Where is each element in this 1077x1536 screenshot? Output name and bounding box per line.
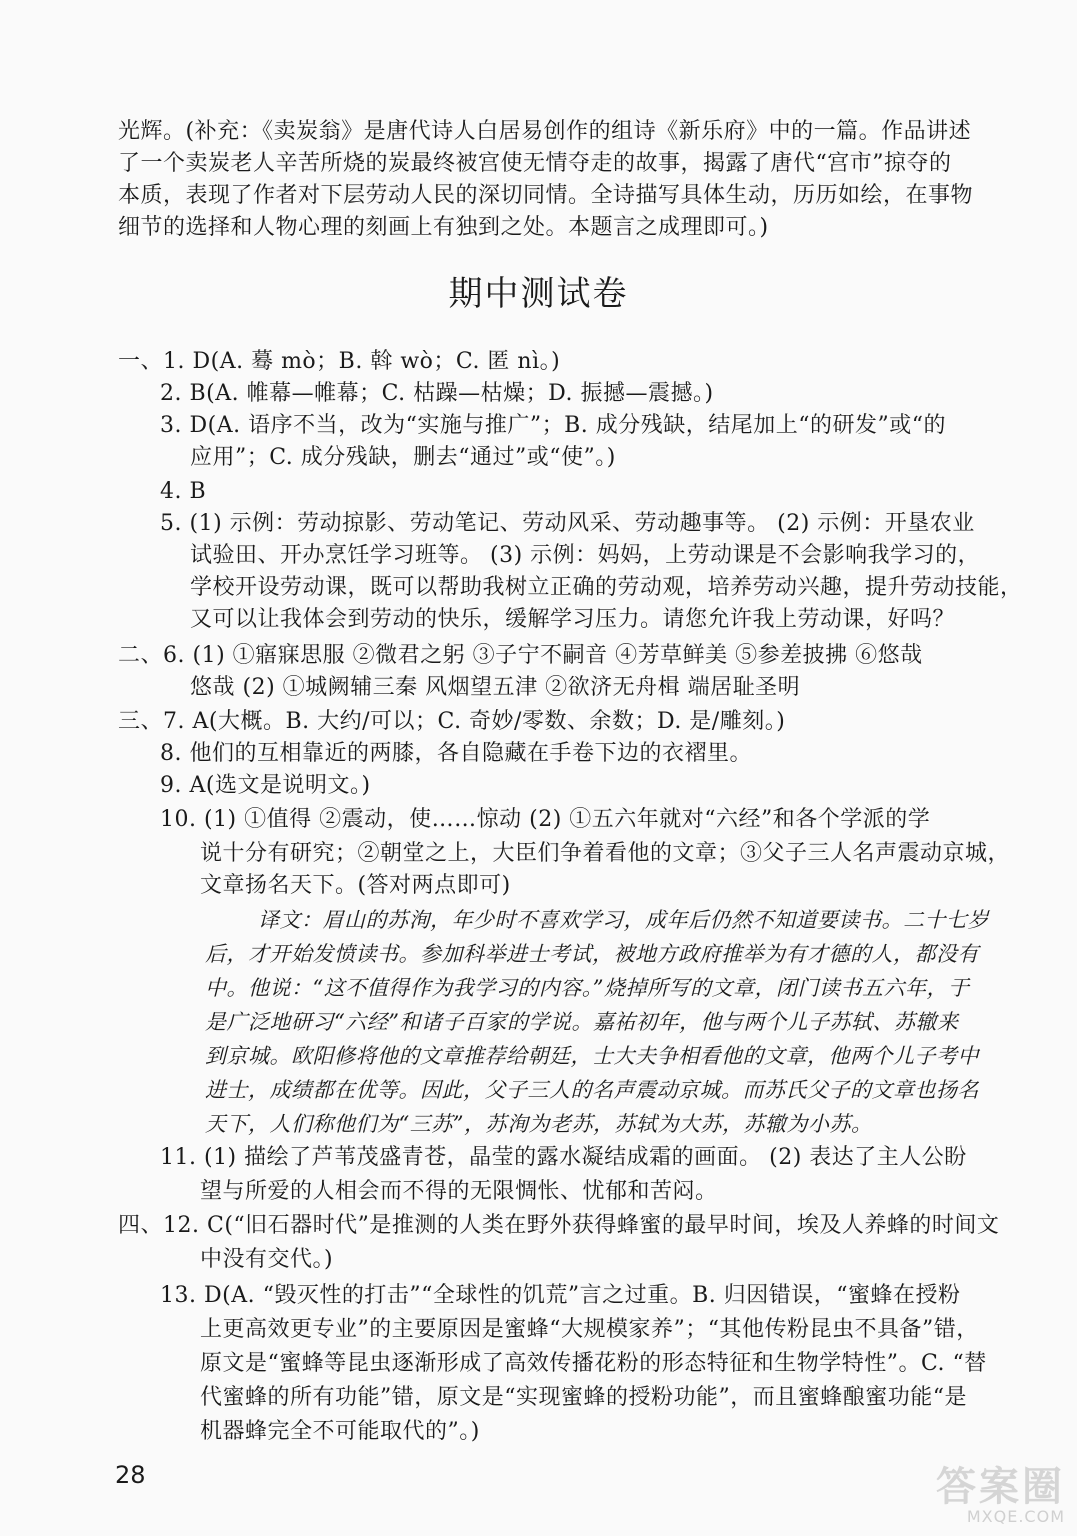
text-line: 一、1. D(A. 蓦 mò；B. 斡 wò；C. 匿 nì。) <box>118 349 561 374</box>
text-line: 望与所爱的人相会而不得的无限惆怅、忧郁和苦闷。 <box>200 1179 718 1204</box>
translation-line: 中。他说：“这不值得作为我学习的内容。”烧掉所写的文章，闭门读书五六年，于 <box>205 976 970 1000</box>
watermark-logo <box>895 1466 1065 1526</box>
text-line: 机器蜂完全不可能取代的”。) <box>200 1419 480 1444</box>
text-line: 文章扬名天下。(答对两点即可) <box>200 873 511 898</box>
text-line: 原文是“蜜蜂等昆虫逐渐形成了高效传播花粉的形态特征和生物学特性”。C. “替 <box>200 1351 987 1376</box>
page-number: 28 <box>115 1461 146 1489</box>
translation-line: 后，才开始发愤读书。参加科举进士考试，被地方政府推举为有才德的人，都没有 <box>205 942 979 966</box>
text-line: 上更高效更专业”的主要原因是蜜蜂“大规模家养”；“其他传粉昆虫不具备”错， <box>200 1317 979 1342</box>
text-line: 9. A(选文是说明文。) <box>160 773 371 798</box>
text-line: 三、7. A(大概。B. 大约/可以；C. 奇妙/零数、余数；D. 是/雕刻。) <box>118 709 786 734</box>
text-line: 10. (1) ①值得 ②震动，使……惊动 (2) ①五六年就对“六经”和各个学派的学 <box>160 807 931 832</box>
text-line: 四、12. C(“旧石器时代”是推测的人类在野外获得蜂蜜的最早时间，埃及人养蜂的时间文 <box>118 1213 1000 1238</box>
watermark-url: MXQE.COM <box>966 1507 1065 1526</box>
text-line: 试验田、开办烹饪学习班等。 (3) 示例：妈妈，上劳动课是不会影响我学习的， <box>190 543 981 568</box>
text-line: 学校开设劳动课，既可以帮助我树立正确的劳动观，培养劳动兴趣，提升劳动技能， <box>190 575 1023 600</box>
text-line: 5. (1) 示例：劳动掠影、劳动笔记、劳动风采、劳动趣事等。 (2) 示例：开垦农业 <box>160 511 975 536</box>
translation-line: 译文：眉山的苏洵，年少时不喜欢学习，成年后仍然不知道要读书。二十七岁 <box>258 908 989 932</box>
text-line: 应用”；C. 成分残缺，删去“通过”或“使”。) <box>190 445 616 470</box>
text-line: 4. B <box>160 479 207 504</box>
translation-line: 是广泛地研习“六经”和诸子百家的学说。嘉祐初年，他与两个儿子苏轼、苏辙来 <box>205 1010 959 1034</box>
text-line: 代蜜蜂的所有功能”错，原文是“实现蜜蜂的授粉功能”，而且蜜蜂酿蜜功能“是 <box>200 1385 967 1410</box>
translation-line: 到京城。欧阳修将他的文章推荐给朝廷，士大夫争相看他的文章，他两个儿子考中 <box>205 1044 979 1068</box>
text-line: 说十分有研究；②朝堂之上，大臣们争着看他的文章；③父子三人名声震动京城， <box>200 841 1011 866</box>
text-line: 2. B(A. 帷幕—帷幕；C. 枯躁—枯燥；D. 振撼—震撼。) <box>160 381 714 406</box>
text-line: 了一个卖炭老人辛苦所烧的炭最终被宫使无情夺走的故事，揭露了唐代“宫市”掠夺的 <box>118 151 952 176</box>
watermark-logo-text: 答案圈 <box>936 1464 1065 1510</box>
text-line: 本质，表现了作者对下层劳动人民的深切同情。全诗描写具体生动，历历如绘，在事物 <box>118 183 974 208</box>
text-line: 中没有交代。) <box>200 1247 334 1272</box>
translation-line: 进士，成绩都在优等。因此，父子三人的名声震动京城。而苏氏父子的文章也扬名 <box>205 1078 979 1102</box>
section-title: 期中测试卷 <box>448 274 629 314</box>
text-line: 3. D(A. 语序不当，改为“实施与推广”；B. 成分残缺，结尾加上“的研发”或“的 <box>160 413 946 438</box>
text-line: 悠哉 (2) ①城阙辅三秦 风烟望五津 ②欲济无舟楫 端居耻圣明 <box>190 675 801 700</box>
text-line: 8. 他们的互相靠近的两膝，各自隐藏在手卷下边的衣褶里。 <box>160 741 752 766</box>
text-line: 11. (1) 描绘了芦苇茂盛青苍，晶莹的露水凝结成霜的画面。 (2) 表达了主人公盼 <box>160 1145 967 1170</box>
text-line: 又可以让我体会到劳动的快乐，缓解学习压力。请您允许我上劳动课，好吗？ <box>190 607 956 632</box>
translation-line: 天下，人们称他们为“三苏”，苏洵为老苏，苏轼为大苏，苏辙为小苏。 <box>205 1112 873 1136</box>
text-line: 二、6. (1) ①寤寐思服 ②微君之躬 ③子宁不嗣音 ④芳草鲜美 ⑤参差披拂 ⑥悠哉 <box>118 643 923 668</box>
text-line: 细节的选择和人物心理的刻画上有独到之处。本题言之成理即可。) <box>118 215 769 240</box>
text-line: 13. D(A. “毁灭性的打击”“全球性的饥荒”言之过重。B. 归因错误，“蜜蜂在授粉 <box>160 1283 961 1308</box>
text-line: 光辉。(补充：《卖炭翁》是唐代诗人白居易创作的组诗《新乐府》中的一篇。作品讲述 <box>118 119 972 144</box>
